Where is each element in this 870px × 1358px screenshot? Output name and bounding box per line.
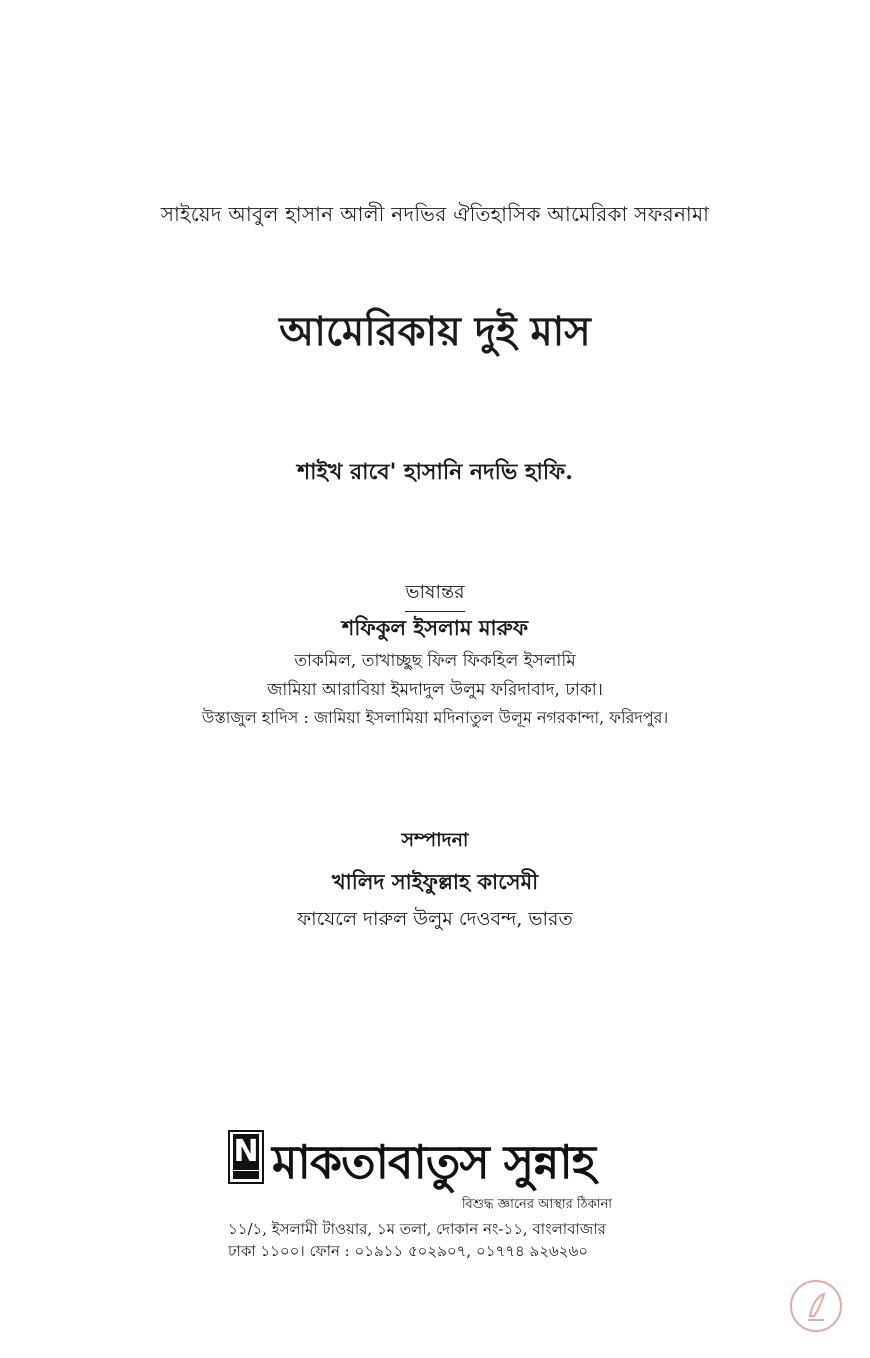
translator-qualification: তাকমিল, তাখাচ্ছুছ ফিল ফিকহিল ইসলামি [294, 651, 576, 671]
editor-label: সম্পাদনা [401, 829, 469, 851]
translator-section [0, 578, 870, 612]
publisher-tagline: বিশুদ্ধ জ্ঞানের আস্থার ঠিকানা [461, 1197, 612, 1212]
publisher-logo-letter: N [233, 1134, 259, 1169]
watermark-stamp-icon [790, 1280, 842, 1332]
translator-institution: জামিয়া আরাবিয়া ইমদাদুল উলুম ফরিদাবাদ, ঢাকা। [267, 680, 603, 700]
publisher-address [228, 1218, 606, 1262]
author-name: শাইখ রাবে' হাসানি নদভি হাফি. [297, 459, 573, 485]
editor-name: খালিদ সাইফুল্লাহ কাসেমী [331, 869, 539, 894]
translator-position: উস্তাজুল হাদিস : জামিয়া ইসলামিয়া মদিনাতুল উলূম নগরকান্দা, ফরিদপুর। [201, 708, 669, 727]
publisher-contact-line: ঢাকা ১১০০। ফোন : ০১৯১১ ৫০২৯০৭, ০১৭৭৪ ৯২৬২৬০ [228, 1242, 588, 1260]
translator-label: ভাষান্তর [405, 578, 464, 612]
publisher-logo-icon [228, 1130, 264, 1184]
editor-qualification: ফাযেলে দারুল উলুম দেওবন্দ, ভারত [297, 908, 573, 930]
book-subtitle: সাইয়েদ আবুল হাসান আলী নদভির ঐতিহাসিক আমেরিকা সফরনামা [160, 202, 710, 226]
book-title: আমেরিকায় দুই মাস [279, 308, 591, 355]
publisher-block [228, 1128, 618, 1263]
publisher-address-line: ১১/১, ইসলামী টাওয়ার, ১ম তলা, দোকান নং-১১, বাংলাবাজার [228, 1220, 606, 1238]
publisher-name: মাকতাবাতুস সুন্নাহ [272, 1135, 595, 1189]
translator-name: শফিকুল ইসলাম মারুফ [341, 615, 529, 640]
